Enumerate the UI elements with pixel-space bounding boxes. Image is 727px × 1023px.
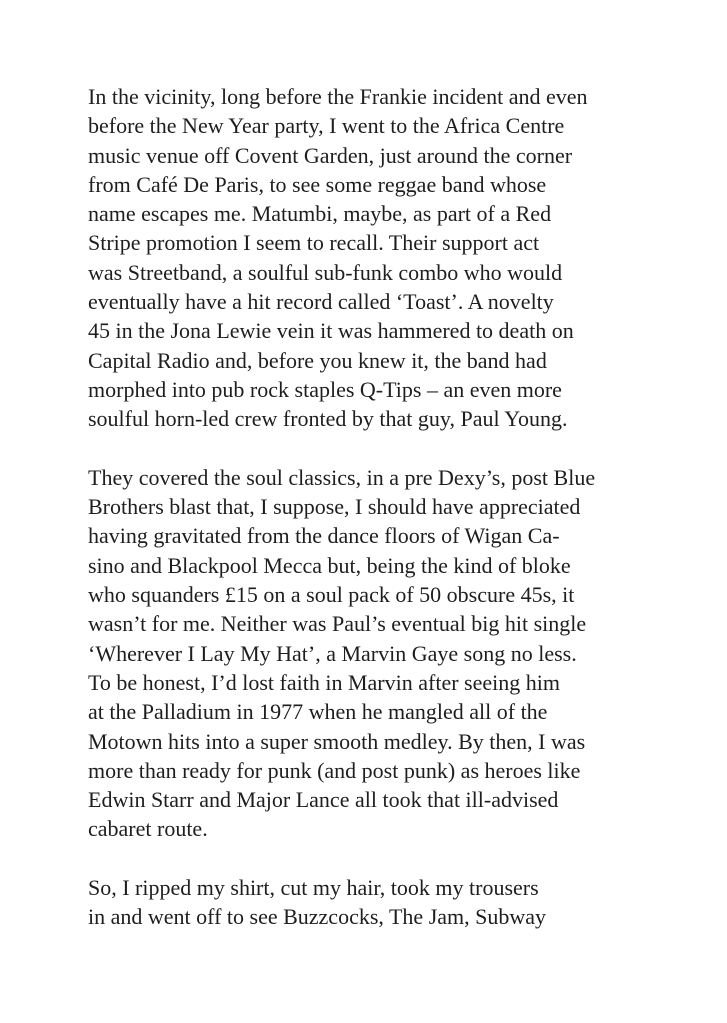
text-line: Capital Radio and, before you knew it, the band had (88, 347, 547, 373)
text-line: more than ready for punk (and post punk) as heroes like (88, 757, 581, 783)
text-line: wasn’t for me. Neither was Paul’s eventual big hit single (88, 611, 587, 637)
text-line: morphed into pub rock staples Q-Tips – an even more (88, 376, 562, 402)
text-line: was Streetband, a soulful sub-funk combo who would (88, 259, 563, 285)
text-line: They covered the soul classics, in a pre Dexy’s, post Blue (88, 464, 596, 490)
paragraph (88, 82, 668, 434)
text-line: before the New Year party, I went to the Africa Centre (88, 113, 565, 139)
text-line: music venue off Covent Garden, just around the corner (88, 142, 573, 168)
text-line: having gravitated from the dance floors of Wigan Ca- (88, 523, 560, 549)
text-line: who squanders £15 on a soul pack of 50 obscure 45s, it (88, 582, 575, 608)
text-line: So, I ripped my shirt, cut my hair, took my trousers (88, 875, 539, 901)
text-line: at the Palladium in 1977 when he mangled all of the (88, 699, 548, 725)
text-line: Brothers blast that, I suppose, I should have appreciated (88, 494, 581, 520)
text-line: Edwin Starr and Major Lance all took that ill-advised (88, 787, 559, 813)
text-line: name escapes me. Matumbi, maybe, as part of a Red (88, 201, 552, 227)
text-line: from Café De Paris, to see some reggae band whose (88, 171, 547, 197)
text-line: cabaret route. (88, 816, 208, 842)
text-line: In the vicinity, long before the Frankie incident and even (88, 84, 588, 109)
text-line: in and went off to see Buzzcocks, The Jam, Subway (88, 904, 547, 930)
text-line: To be honest, I’d lost faith in Marvin after seeing him (88, 669, 560, 695)
text-line: sino and Blackpool Mecca but, being the kind of bloke (88, 552, 571, 578)
text-line: ‘Wherever I Lay My Hat’, a Marvin Gaye song no less. (88, 640, 577, 666)
book-page (88, 82, 668, 932)
paragraph (88, 463, 668, 844)
text-line: Stripe promotion I seem to recall. Their support act (88, 230, 540, 256)
text-line: eventually have a hit record called ‘Toast’. A novelty (88, 289, 554, 315)
text-line: soulful horn-led crew fronted by that guy, Paul Young. (88, 406, 568, 432)
text-line: 45 in the Jona Lewie vein it was hammered to death on (88, 318, 574, 344)
paragraph (88, 873, 668, 932)
text-line: Motown hits into a super smooth medley. By then, I was (88, 728, 586, 754)
